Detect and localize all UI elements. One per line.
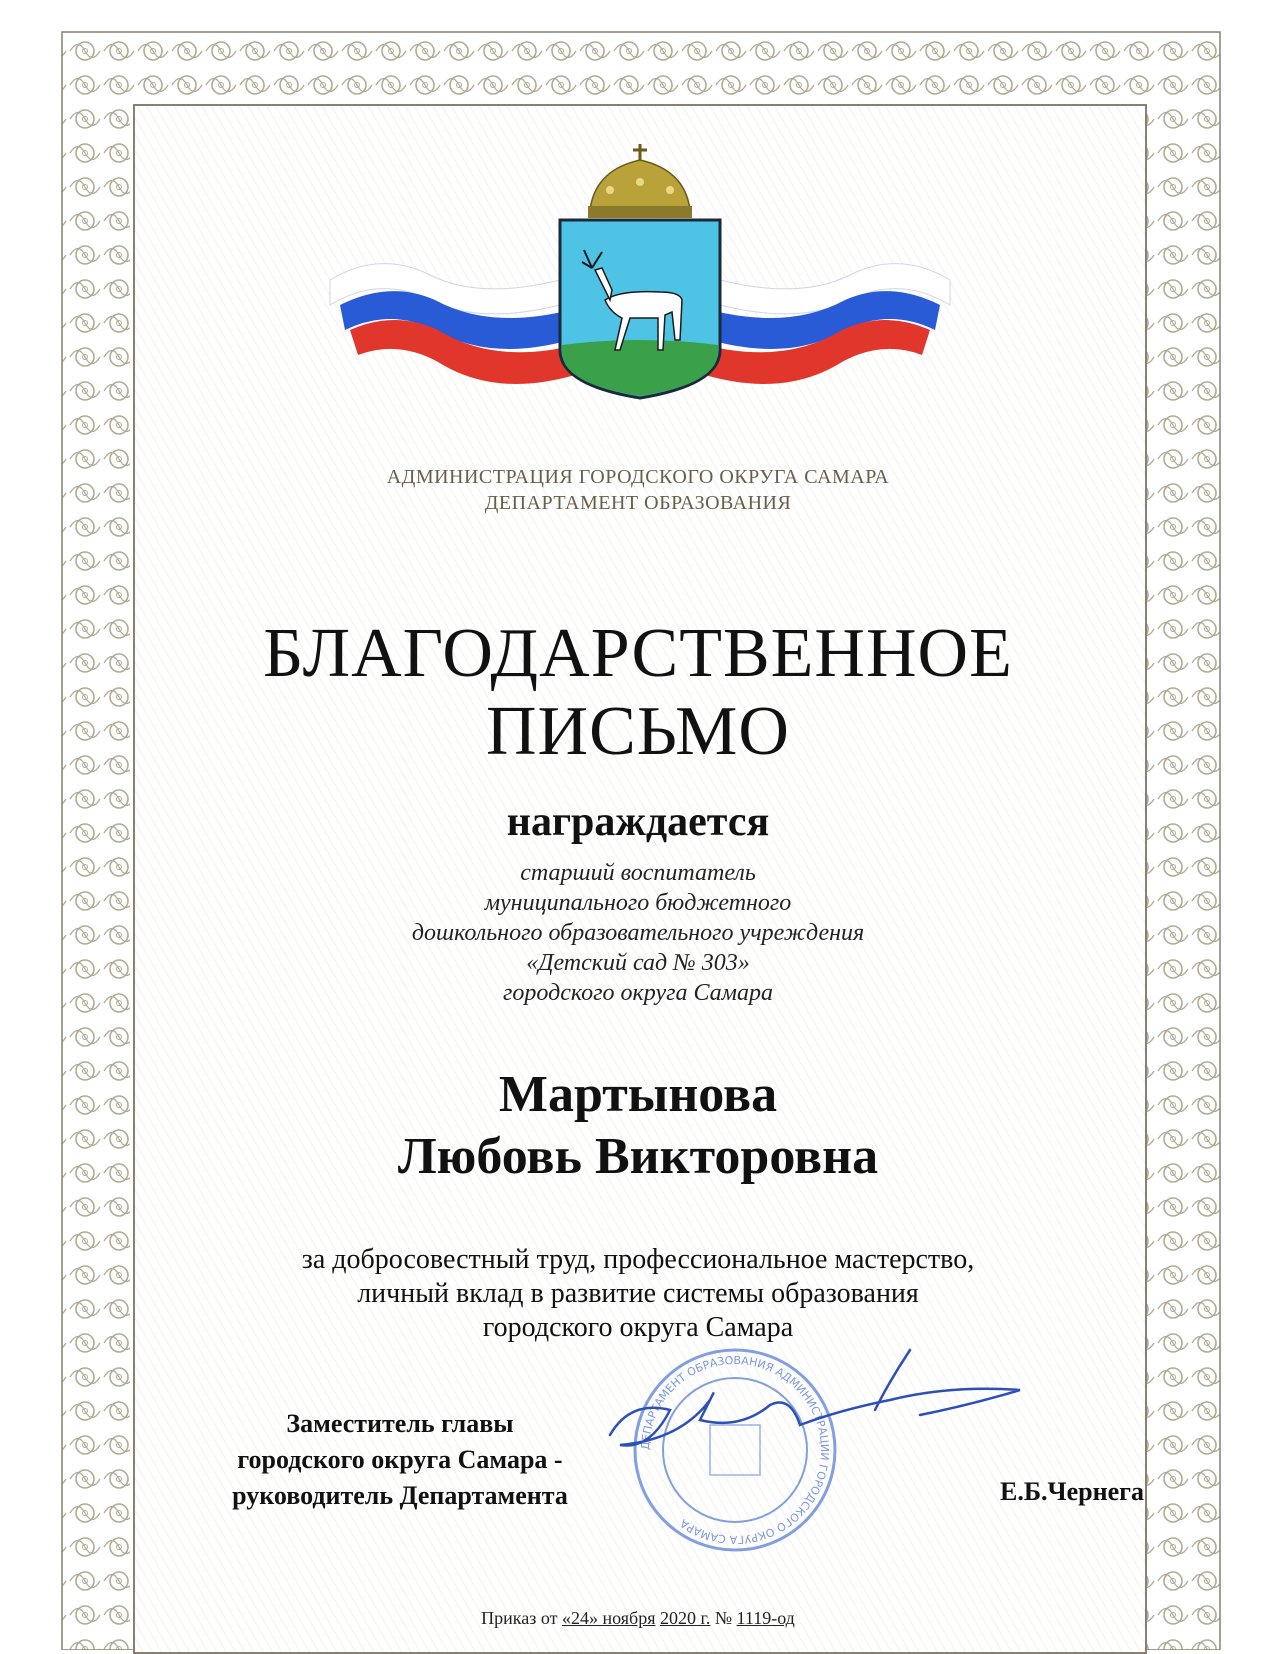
order-year: 2020 г. — [660, 1608, 711, 1628]
position-line: «Детский сад № 303» — [526, 950, 750, 976]
reason-line: личный вклад в развитие системы образования — [357, 1278, 919, 1309]
position-line: дошкольного образовательного учреждения — [411, 920, 865, 946]
award-reason — [133, 1243, 1143, 1345]
position-line: городского округа Самара — [503, 980, 773, 1006]
signature — [590, 1340, 1040, 1470]
reason-line: городского округа Самара — [482, 1312, 794, 1343]
signer-name: Е.Б.Чернега — [1000, 1477, 1144, 1506]
title-line-1: БЛАГОДАРСТВЕННОЕ — [263, 615, 1013, 692]
order-number-label: № — [714, 1608, 733, 1628]
signer-title — [180, 1406, 620, 1514]
order-reference — [133, 1608, 1143, 1629]
flag-ribbon-right — [705, 264, 950, 384]
signer-line: Заместитель главы — [286, 1409, 514, 1438]
order-prefix: Приказ от — [481, 1608, 558, 1628]
order-number: 1119-од — [736, 1608, 795, 1628]
position-line: старший воспитатель — [520, 860, 756, 886]
stamp-text: ДЕПАРТАМЕНТ ОБРАЗОВАНИЯ АДМИНИСТРАЦИИ ГОРОДСКОГО ОКРУГА САМАРА — [638, 1353, 832, 1547]
emblem-graphic — [320, 140, 960, 410]
recipient-position — [133, 858, 1143, 1008]
recipient-given-names: Любовь Викторовна — [397, 1128, 879, 1185]
organization-line-1: АДМИНИСТРАЦИЯ ГОРОДСКОГО ОКРУГА САМАРА — [386, 466, 890, 488]
crown-icon — [588, 144, 692, 218]
position-line: муниципального бюджетного — [484, 890, 792, 916]
signer-line: городского округа Самара - — [237, 1445, 563, 1474]
shield-icon — [560, 220, 720, 398]
signer-line: руководитель Департамента — [232, 1481, 568, 1510]
flag-ribbon-left — [330, 264, 575, 384]
organization-line-2: ДЕПАРТАМЕНТ ОБРАЗОВАНИЯ — [484, 492, 792, 514]
title-line-2: ПИСЬМО — [486, 693, 790, 770]
recipient-surname: Мартынова — [498, 1066, 778, 1123]
reason-line: за добросовестный труд, профессиональное мастерство, — [301, 1244, 975, 1275]
awarded-label: награждается — [506, 799, 770, 845]
recipient-name — [133, 1064, 1143, 1188]
order-date: «24» ноября — [561, 1608, 656, 1628]
organization-header — [133, 464, 1143, 516]
